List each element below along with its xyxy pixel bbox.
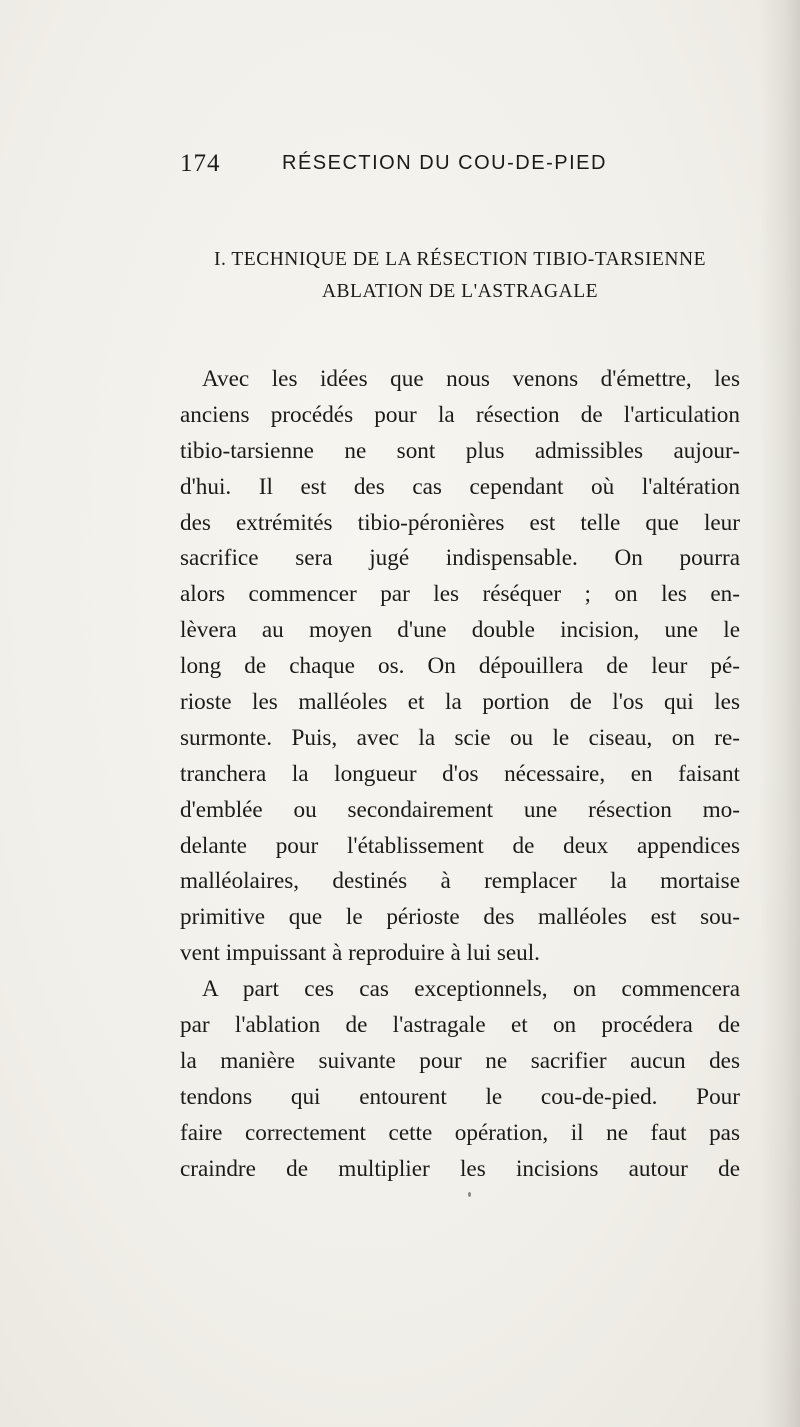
text-line: delante pour l'établissement de deux appendices	[180, 832, 740, 859]
text-line: par l'ablation de l'astragale et on procédera de	[180, 1012, 740, 1039]
heading-line: ABLATION DE L'ASTRAGALE	[321, 281, 599, 302]
text-line: la manière suivante pour ne sacrifier aucun des	[180, 1047, 740, 1074]
running-head	[180, 150, 740, 182]
text-line: anciens procédés pour la résection de l'articulation	[180, 401, 740, 428]
text-line: d'emblée ou secondairement une résection mo-	[180, 796, 740, 823]
text-line: tranchera la longueur d'os nécessaire, en faisant	[180, 760, 740, 787]
text-line: d'hui. Il est des cas cependant où l'altération	[180, 473, 740, 500]
text-line: Avec les idées que nous venons d'émettre, les	[202, 366, 740, 392]
text-line: malléolaires, destinés à remplacer la mortaise	[180, 868, 740, 895]
heading-line: I. TECHNIQUE DE LA RÉSECTION TIBIO-TARSIENNE	[213, 249, 706, 270]
text-line: A part ces cas exceptionnels, on commencera	[202, 976, 740, 1003]
page-number: 174	[180, 150, 221, 177]
text-line: alors commencer par les réséquer ; on les en-	[180, 581, 740, 608]
text-line: tibio-tarsienne ne sont plus admissibles aujour-	[180, 437, 740, 464]
text-line: primitive que le périoste des malléoles est sou-	[180, 904, 740, 931]
text-line: surmonte. Puis, avec la scie ou le ciseau, on re-	[180, 724, 740, 751]
text-line: faire correctement cette opération, il ne faut pas	[180, 1119, 740, 1146]
text-line: lèvera au moyen d'une double incision, une le	[180, 617, 740, 644]
text-line: craindre de multiplier les incisions autour de	[180, 1155, 740, 1182]
page-edge-shadow	[760, 0, 800, 1427]
text-line: rioste les malléoles et la portion de l'os qui les	[180, 689, 740, 716]
text-line: sacrifice sera jugé indispensable. On pourra	[180, 545, 740, 572]
body-text	[180, 362, 740, 1187]
section-heading	[180, 244, 740, 308]
text-line: vent impuissant à reproduire à lui seul.	[180, 940, 540, 967]
running-title: RÉSECTION DU COU-DE-PIED	[282, 152, 607, 174]
text-line: long de chaque os. On dépouillera de leur pé-	[180, 653, 740, 680]
text-line: des extrémités tibio-péronières est telle que leur	[180, 509, 740, 536]
paper-speck	[468, 1192, 471, 1197]
text-line: tendons qui entourent le cou-de-pied. Pour	[180, 1083, 740, 1110]
